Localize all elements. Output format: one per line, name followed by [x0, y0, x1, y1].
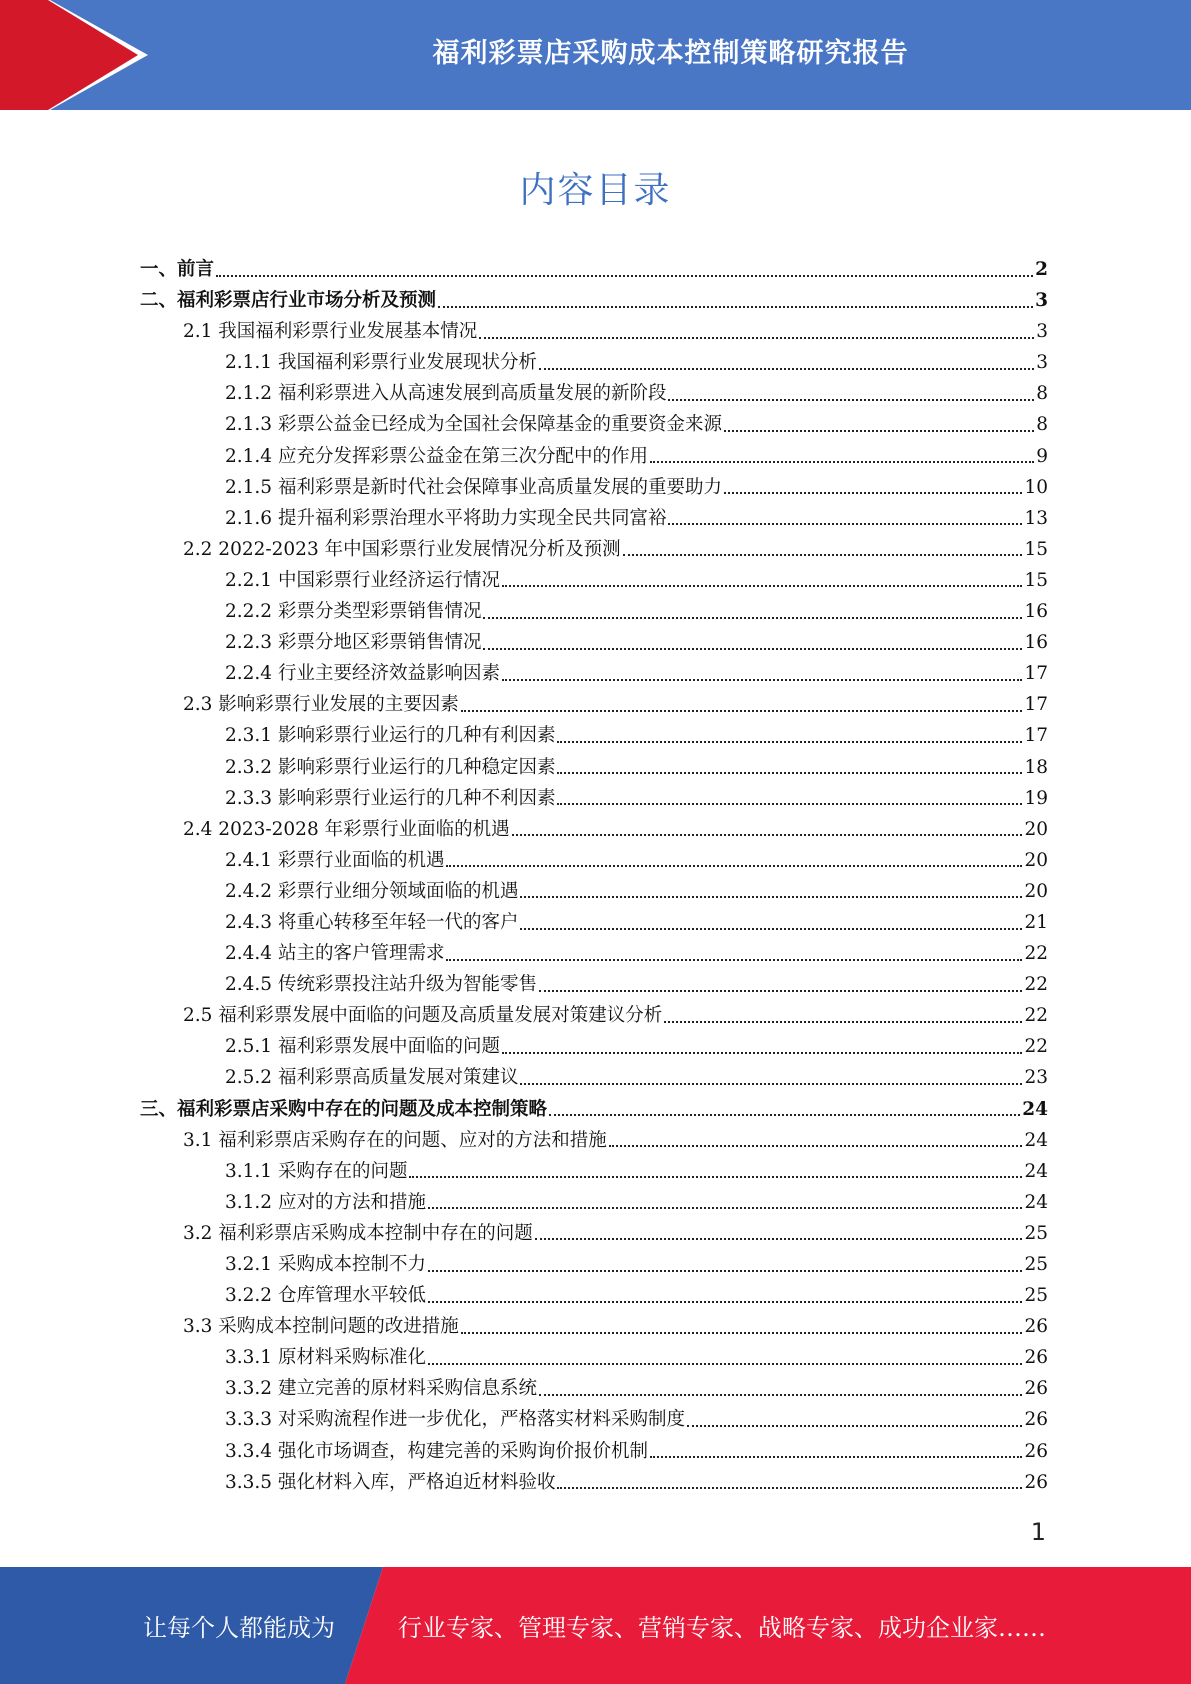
toc-entry-label: 2.3 影响彩票行业发展的主要因素 [183, 694, 459, 716]
toc-entry[interactable] [140, 1187, 1048, 1218]
toc-entry[interactable] [140, 969, 1048, 1000]
report-title: 福利彩票店采购成本控制策略研究报告 [432, 37, 909, 69]
dot-leader [520, 1083, 1022, 1085]
dot-leader [650, 1456, 1022, 1458]
toc-entry[interactable] [140, 752, 1048, 783]
toc-entry-label: 2.2.4 行业主要经济效益影响因素 [225, 663, 500, 685]
toc-entry-page: 20 [1024, 849, 1048, 871]
toc-entry[interactable] [140, 783, 1048, 814]
toc-entry-page: 13 [1024, 507, 1048, 529]
toc-entry-label: 一、前言 [140, 259, 215, 280]
footer-slogan-left: 让每个人都能成为 [143, 1614, 335, 1642]
dot-leader [428, 1301, 1022, 1303]
toc-entry-label: 2.1.1 我国福利彩票行业发展现状分析 [225, 352, 537, 374]
toc-entry[interactable] [140, 1000, 1048, 1031]
dot-leader [623, 554, 1023, 556]
dot-leader [557, 1487, 1022, 1489]
toc-entry-page: 19 [1024, 787, 1048, 809]
toc-entry-label: 2.4.5 传统彩票投注站升级为智能零售 [225, 974, 537, 996]
dot-leader [438, 306, 1033, 308]
toc-entry[interactable] [140, 316, 1048, 347]
toc-entry-label: 3.3.3 对采购流程作进一步优化，严格落实材料采购制度 [225, 1409, 685, 1431]
toc-entry-page: 16 [1024, 601, 1048, 623]
toc-entry[interactable] [140, 503, 1048, 534]
toc-entry-page: 26 [1024, 1409, 1048, 1431]
dot-leader [428, 1363, 1022, 1365]
toc-entry-label: 2.4.2 彩票行业细分领域面临的机遇 [225, 880, 519, 902]
toc-entry-label: 2.1.3 彩票公益金已经成为全国社会保障基金的重要资金来源 [225, 414, 722, 436]
dot-leader [539, 990, 1022, 992]
toc-entry-page: 24 [1024, 1160, 1048, 1182]
toc-entry[interactable] [140, 1094, 1048, 1125]
dot-leader [668, 399, 1034, 401]
toc-entry[interactable] [140, 441, 1048, 472]
dot-leader [502, 679, 1022, 681]
dot-leader [483, 617, 1022, 619]
toc-entry-label: 3.3.5 强化材料入库，严格迫近材料验收 [225, 1471, 556, 1493]
toc-entry-page: 22 [1024, 974, 1048, 996]
toc-entry-label: 2.5 福利彩票发展中面临的问题及高质量发展对策建议分析 [183, 1005, 663, 1027]
toc-entry-label: 2.3.2 影响彩票行业运行的几种稳定因素 [225, 756, 556, 778]
dot-leader [520, 928, 1022, 930]
toc-entry[interactable] [140, 814, 1048, 845]
toc-entry-page: 3 [1035, 290, 1048, 312]
toc-entry-page: 3 [1036, 352, 1048, 374]
toc-entry[interactable] [140, 1031, 1048, 1062]
toc-entry-page: 23 [1024, 1067, 1048, 1089]
toc-entry[interactable] [140, 1404, 1048, 1435]
toc-entry-page: 9 [1036, 445, 1048, 467]
toc-entry[interactable] [140, 1156, 1048, 1187]
toc-entry-label: 二、福利彩票店行业市场分析及预测 [140, 290, 437, 312]
dot-leader [409, 1176, 1022, 1178]
toc-entry-label: 2.3.3 影响彩票行业运行的几种不利因素 [225, 787, 556, 809]
dot-leader [557, 803, 1022, 805]
dot-leader [549, 1114, 1020, 1116]
toc-entry-page: 15 [1024, 538, 1048, 560]
toc-entry[interactable] [140, 596, 1048, 627]
toc-entry[interactable] [140, 907, 1048, 938]
toc-entry-page: 26 [1024, 1347, 1048, 1369]
toc-entry[interactable] [140, 1436, 1048, 1467]
toc-entry-page: 3 [1036, 321, 1048, 343]
dot-leader [461, 710, 1023, 712]
dot-leader [557, 772, 1022, 774]
toc-entry-label: 3.1.1 采购存在的问题 [225, 1160, 408, 1182]
dot-leader [539, 1394, 1022, 1396]
dot-leader [479, 337, 1034, 339]
toc-entry-label: 2.2.2 彩票分类型彩票销售情况 [225, 601, 482, 623]
toc-entry-label: 2.2.1 中国彩票行业经济运行情况 [225, 569, 500, 591]
toc-entry[interactable] [140, 627, 1048, 658]
dot-leader [512, 834, 1023, 836]
toc-entry-label: 2.1 我国福利彩票行业发展基本情况 [183, 321, 478, 343]
toc-entry-label: 2.1.4 应充分发挥彩票公益金在第三次分配中的作用 [225, 445, 648, 467]
footer-slogan-right: 行业专家、管理专家、营销专家、战略专家、成功企业家…… [398, 1614, 1046, 1642]
toc-entry[interactable] [140, 472, 1048, 503]
toc-entry-label: 2.1.2 福利彩票进入从高速发展到高质量发展的新阶段 [225, 383, 667, 405]
toc-entry-page: 20 [1024, 880, 1048, 902]
toc-entry-label: 3.2.2 仓库管理水平较低 [225, 1285, 426, 1307]
toc-entry-page: 20 [1024, 818, 1048, 840]
dot-leader [428, 1207, 1022, 1209]
toc-entry[interactable] [140, 254, 1048, 285]
toc-entry-page: 25 [1024, 1285, 1048, 1307]
toc-entry-page: 21 [1024, 911, 1048, 933]
toc-entry-label: 3.2.1 采购成本控制不力 [225, 1254, 426, 1275]
dot-leader [446, 865, 1022, 867]
toc-entry-page: 22 [1024, 1036, 1048, 1058]
toc-entry-page: 24 [1022, 1098, 1048, 1120]
dot-leader [724, 430, 1034, 432]
toc-entry-label: 3.2 福利彩票店采购成本控制中存在的问题 [183, 1222, 533, 1244]
toc-entry-page: 26 [1024, 1471, 1048, 1493]
toc-entry-label: 3.1.2 应对的方法和措施 [225, 1191, 426, 1213]
toc-entry-label: 2.5.2 福利彩票高质量发展对策建议 [225, 1067, 519, 1089]
toc-entry-page: 26 [1024, 1316, 1048, 1338]
toc-entry[interactable] [140, 1280, 1048, 1311]
toc-entry-page: 24 [1024, 1129, 1048, 1151]
toc-entry-page: 25 [1024, 1254, 1048, 1275]
toc-heading: 内容目录 [519, 170, 672, 211]
toc-entry-label: 2.1.5 福利彩票是新时代社会保障事业高质量发展的重要助力 [225, 476, 722, 498]
page-number: 1 [1030, 1518, 1046, 1546]
toc-entry[interactable] [140, 1373, 1048, 1404]
toc-entry[interactable] [140, 1467, 1048, 1498]
toc-entry-page: 8 [1036, 414, 1048, 436]
toc-entry[interactable] [140, 1249, 1048, 1280]
toc-entry-page: 17 [1024, 663, 1048, 685]
toc-entry[interactable] [140, 534, 1048, 565]
toc-entry-label: 2.4.1 彩票行业面临的机遇 [225, 849, 445, 871]
toc-entry[interactable] [140, 285, 1048, 316]
toc-entry-label: 3.3.2 建立完善的原材料采购信息系统 [225, 1378, 537, 1400]
toc-entry[interactable] [140, 876, 1048, 907]
dot-leader [609, 1145, 1023, 1147]
toc-entry-label: 2.4.3 将重心转移至年轻一代的客户 [225, 911, 519, 933]
toc-entry-label: 2.4 2023-2028 年彩票行业面临的机遇 [183, 818, 510, 840]
toc-entry-page: 8 [1036, 383, 1048, 405]
toc-entry-page: 26 [1024, 1440, 1048, 1462]
dot-leader [446, 959, 1022, 961]
toc-entry-label: 2.2 2022-2023 年中国彩票行业发展情况分析及预测 [183, 538, 621, 560]
toc-entry[interactable] [140, 689, 1048, 720]
red-chevron [0, 0, 138, 110]
toc-entry-page: 15 [1024, 569, 1048, 591]
toc-entry-page: 2 [1035, 259, 1048, 280]
toc-entry-label: 3.1 福利彩票店采购存在的问题、应对的方法和措施 [183, 1129, 607, 1151]
toc-entry-page: 22 [1024, 943, 1048, 965]
toc-entry-label: 2.4.4 站主的客户管理需求 [225, 943, 445, 965]
toc-entry-page: 17 [1024, 725, 1048, 747]
footer-banner [0, 1567, 1191, 1684]
dot-leader [557, 741, 1022, 743]
dot-leader [520, 896, 1022, 898]
toc-entry-page: 10 [1024, 476, 1048, 498]
dot-leader [650, 461, 1034, 463]
dot-leader [687, 1425, 1022, 1427]
toc-entry-label: 3.3 采购成本控制问题的改进措施 [183, 1316, 459, 1338]
toc-entry-page: 18 [1024, 756, 1048, 778]
toc-entry[interactable] [140, 1218, 1048, 1249]
toc-entry-label: 3.3.1 原材料采购标准化 [225, 1347, 426, 1369]
chevron-decoration [0, 0, 160, 110]
dot-leader [535, 1238, 1023, 1240]
header-banner [0, 0, 1191, 110]
toc-entry[interactable] [140, 1311, 1048, 1342]
dot-leader [502, 1052, 1022, 1054]
toc-entry-label: 2.1.6 提升福利彩票治理水平将助力实现全民共同富裕 [225, 507, 667, 529]
dot-leader [668, 523, 1022, 525]
dot-leader [216, 275, 1033, 277]
toc-entry-page: 25 [1024, 1222, 1048, 1244]
toc-entry[interactable] [140, 938, 1048, 969]
toc-entry-page: 22 [1024, 1005, 1048, 1027]
toc-entry-label: 三、福利彩票店采购中存在的问题及成本控制策略 [140, 1098, 548, 1120]
dot-leader [539, 368, 1034, 370]
toc-entry[interactable] [140, 409, 1048, 440]
dot-leader [428, 1270, 1022, 1272]
toc-entry[interactable] [140, 347, 1048, 378]
dot-leader [724, 492, 1022, 494]
toc-entry[interactable] [140, 720, 1048, 751]
toc-entry[interactable] [140, 378, 1048, 409]
toc-entry[interactable] [140, 845, 1048, 876]
dot-leader [461, 1332, 1023, 1334]
toc-entry[interactable] [140, 565, 1048, 596]
toc-entry[interactable] [140, 1125, 1048, 1156]
dot-leader [664, 1021, 1022, 1023]
toc-entry-label: 3.3.4 强化市场调查，构建完善的采购询价报价机制 [225, 1440, 648, 1462]
toc-entry-label: 2.3.1 影响彩票行业运行的几种有利因素 [225, 725, 556, 747]
toc-entry-page: 26 [1024, 1378, 1048, 1400]
dot-leader [483, 648, 1022, 650]
toc-entry-page: 17 [1024, 694, 1048, 716]
toc-entry-page: 16 [1024, 632, 1048, 654]
dot-leader [502, 585, 1022, 587]
table-of-contents [140, 254, 1048, 1498]
toc-entry-label: 2.5.1 福利彩票发展中面临的问题 [225, 1036, 500, 1058]
toc-entry-page: 24 [1024, 1191, 1048, 1213]
toc-entry[interactable] [140, 1062, 1048, 1093]
toc-entry[interactable] [140, 1342, 1048, 1373]
toc-entry[interactable] [140, 658, 1048, 689]
toc-entry-label: 2.2.3 彩票分地区彩票销售情况 [225, 632, 482, 654]
